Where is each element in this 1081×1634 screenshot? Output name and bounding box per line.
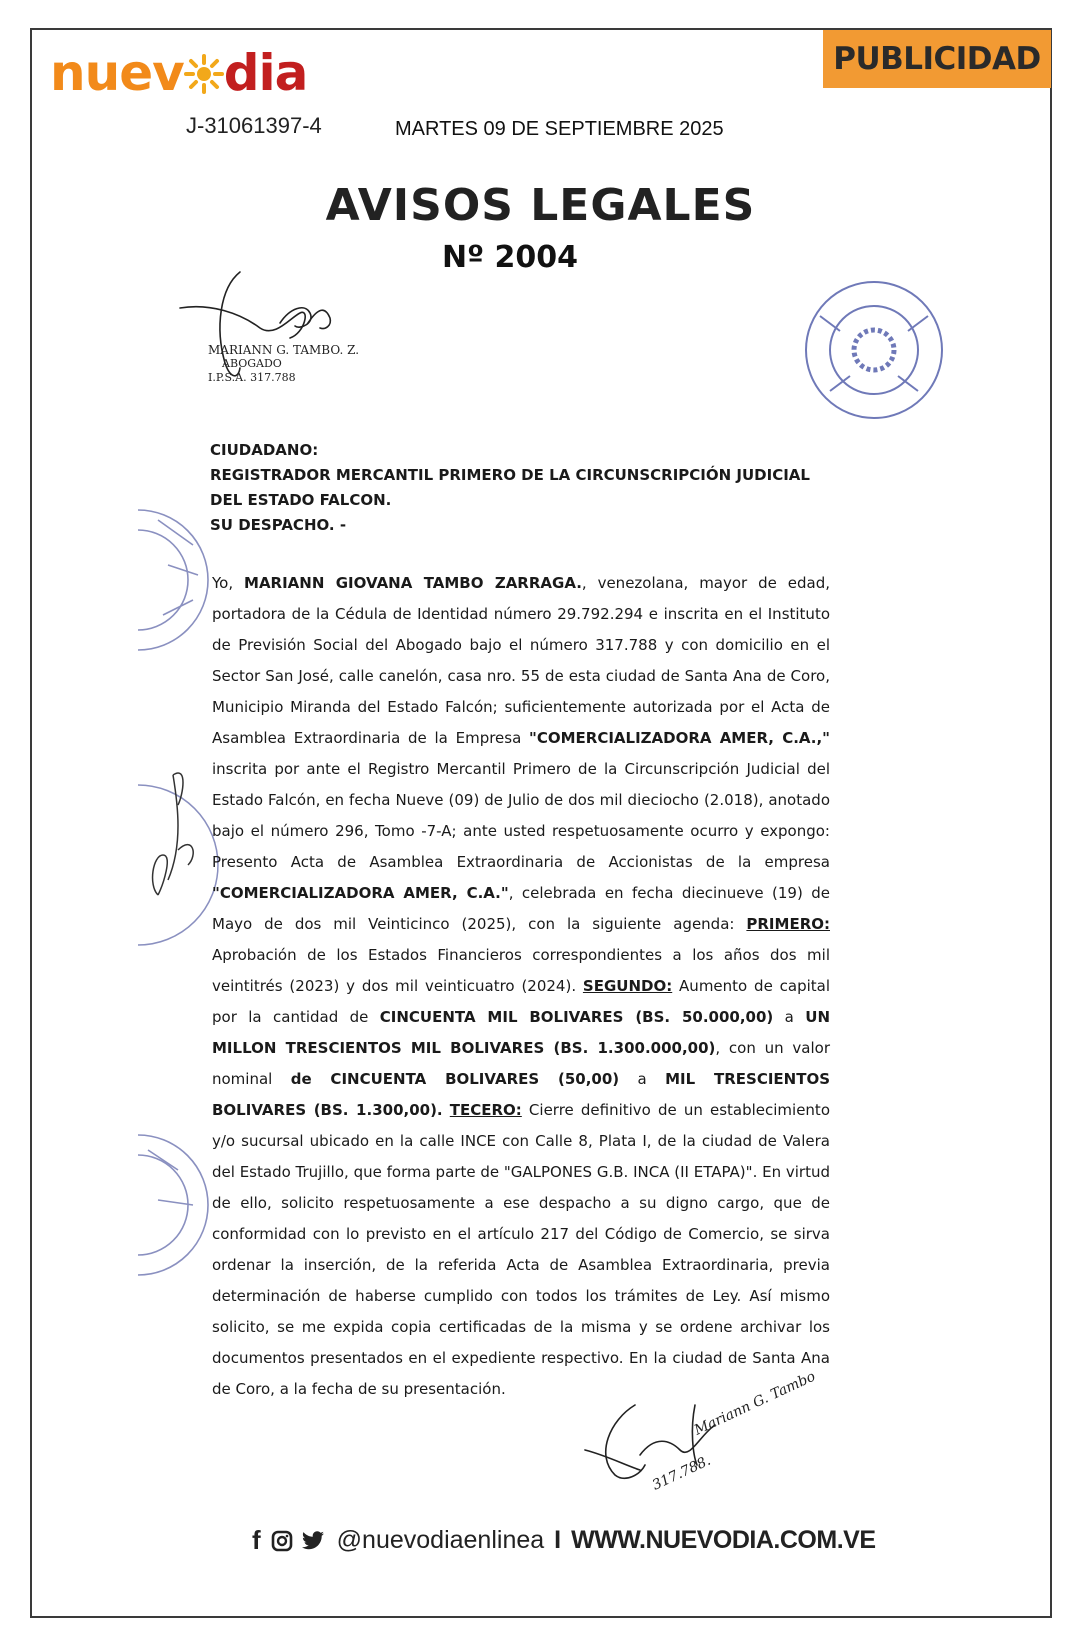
applicant-name: MARIANN GIOVANA TAMBO ZARRAGA. [244,574,582,592]
publicidad-badge: PUBLICIDAD [823,30,1051,88]
instagram-icon[interactable] [271,1530,293,1552]
footer-separator: I [554,1526,562,1554]
notice-title: AVISOS LEGALES [325,180,756,231]
website-link[interactable]: WWW.NUEVODIA.COM.VE [571,1526,876,1554]
addressee-registrar: REGISTRADOR MERCANTIL PRIMERO DE LA CIRCUNSCRIPCIÓN JUDICIAL DEL ESTADO FALCON. [210,466,810,509]
lawyer-stamp-text [208,343,359,385]
twitter-icon[interactable] [301,1531,325,1551]
addressee-salutation: CIUDADANO: [210,441,319,459]
bottom-signature [585,1368,818,1505]
addressee-office: SU DESPACHO. - [210,516,347,534]
company-rif: J-31061397-4 [186,113,322,138]
agenda-item-1: PRIMERO: [746,915,830,933]
addressee-block [210,438,830,538]
margin-stamp-1 [138,505,218,655]
signature-name: Mariann G. Tambo [691,1368,818,1439]
margin-stamp-3 [138,1130,218,1280]
signature-number: 317.788. [649,1452,714,1494]
lawyer-name: MARIANN G. TAMBO. Z. [208,343,360,357]
sun-logo-icon [184,54,224,94]
publication-date: MARTES 09 DE SEPTIEMBRE 2025 [395,118,724,140]
facebook-icon[interactable]: f [252,1525,261,1555]
registry-seal-stamp [800,276,948,424]
footer [252,1525,876,1556]
nuevodia-logo: nuev dia [50,44,308,102]
lawyer-ipsa: I.P.S.A. 317.788 [208,371,296,384]
notice-number: Nº 2004 [442,240,578,275]
agenda-item-2: SEGUNDO: [582,977,673,995]
company-name-2: "COMERCIALIZADORA AMER, C.A." [212,884,509,902]
company-name: "COMERCIALIZADORA AMER, C.A.," [529,729,830,747]
social-handle[interactable]: @nuevodiaenlinea [336,1526,545,1554]
lawyer-role: ABOGADO [222,357,282,370]
notice-body: Yo, MARIANN GIOVANA TAMBO ZARRAGA., venezolana, mayor de edad, portadora de la Cédula de Identidad número 29.792.294 e inscrita en el Instituto de Previsión Social del Abogado bajo el número 317.788 y con domicilio en el Sector San José, calle canelón, casa nro. 55 de esta ciudad de Santa Ana de Coro, Municipio Miranda del Estado Falcón; suficientemente autorizada por el Acta de Asamblea Extraordinaria de la Empresa "COMERCIALIZADORA AMER, C.A.," inscrita por ante el Registro Mercantil Primero de la Circunscripción Judicial del Estado Falcón, en fecha Nueve (09) de Julio de dos mil dieciocho (2.018), anotado bajo el número 296, Tomo -7-A; ante usted respetuosamente ocurro y expongo: Presento Acta de Asamblea Extraordinaria de Accionistas de la empresa "COMERCIALIZADORA AMER, C.A.", celebrada en fecha diecinueve (19) de Mayo de dos mil Veinticinco (2025), con la siguiente agenda: PRIMERO: Aprobación de los Estados Financieros correspondientes a los años dos mil veintitrés (2023) y dos mil veinticuatro (2024). SEGUNDO: Aumento de capital por la cantidad de CINCUENTA MIL BOLIVARES (BS. 50.000,00) a UN MILLON TRESCIENTOS MIL BOLIVARES (BS. 1.300.000,00), con un valor nominal de CINCUENTA BOLIVARES (50,00) a MIL TRESCIENTOS BOLIVARES (BS. 1.300,00). TECERO: Cierre definitivo de un establecimiento y/o sucursal ubicado en la calle INCE con Calle 8, Plata I, de la ciudad de Valera del Estado Trujillo, que forma parte de "GALPONES G.B. INCA (II ETAPA)". En virtud de ello, solicito respetuosamente a ese despacho a su digno cargo, que de conformidad con lo previsto en el artículo 217 del Código de Comercio, se sirva ordenar la inserción, de la referida Acta de Asamblea Extraordinaria, previa determinación de haberse cumplido con todos los trámites de Ley. Así mismo solicito, se me expida copia certificadas de la misma y se ordene archivar los documentos presentados en el expediente respectivo. En la ciudad de Santa Ana de Coro, a la fecha de su presentación. [212,574,831,1398]
agenda-item-3: TECERO: [449,1101,522,1119]
